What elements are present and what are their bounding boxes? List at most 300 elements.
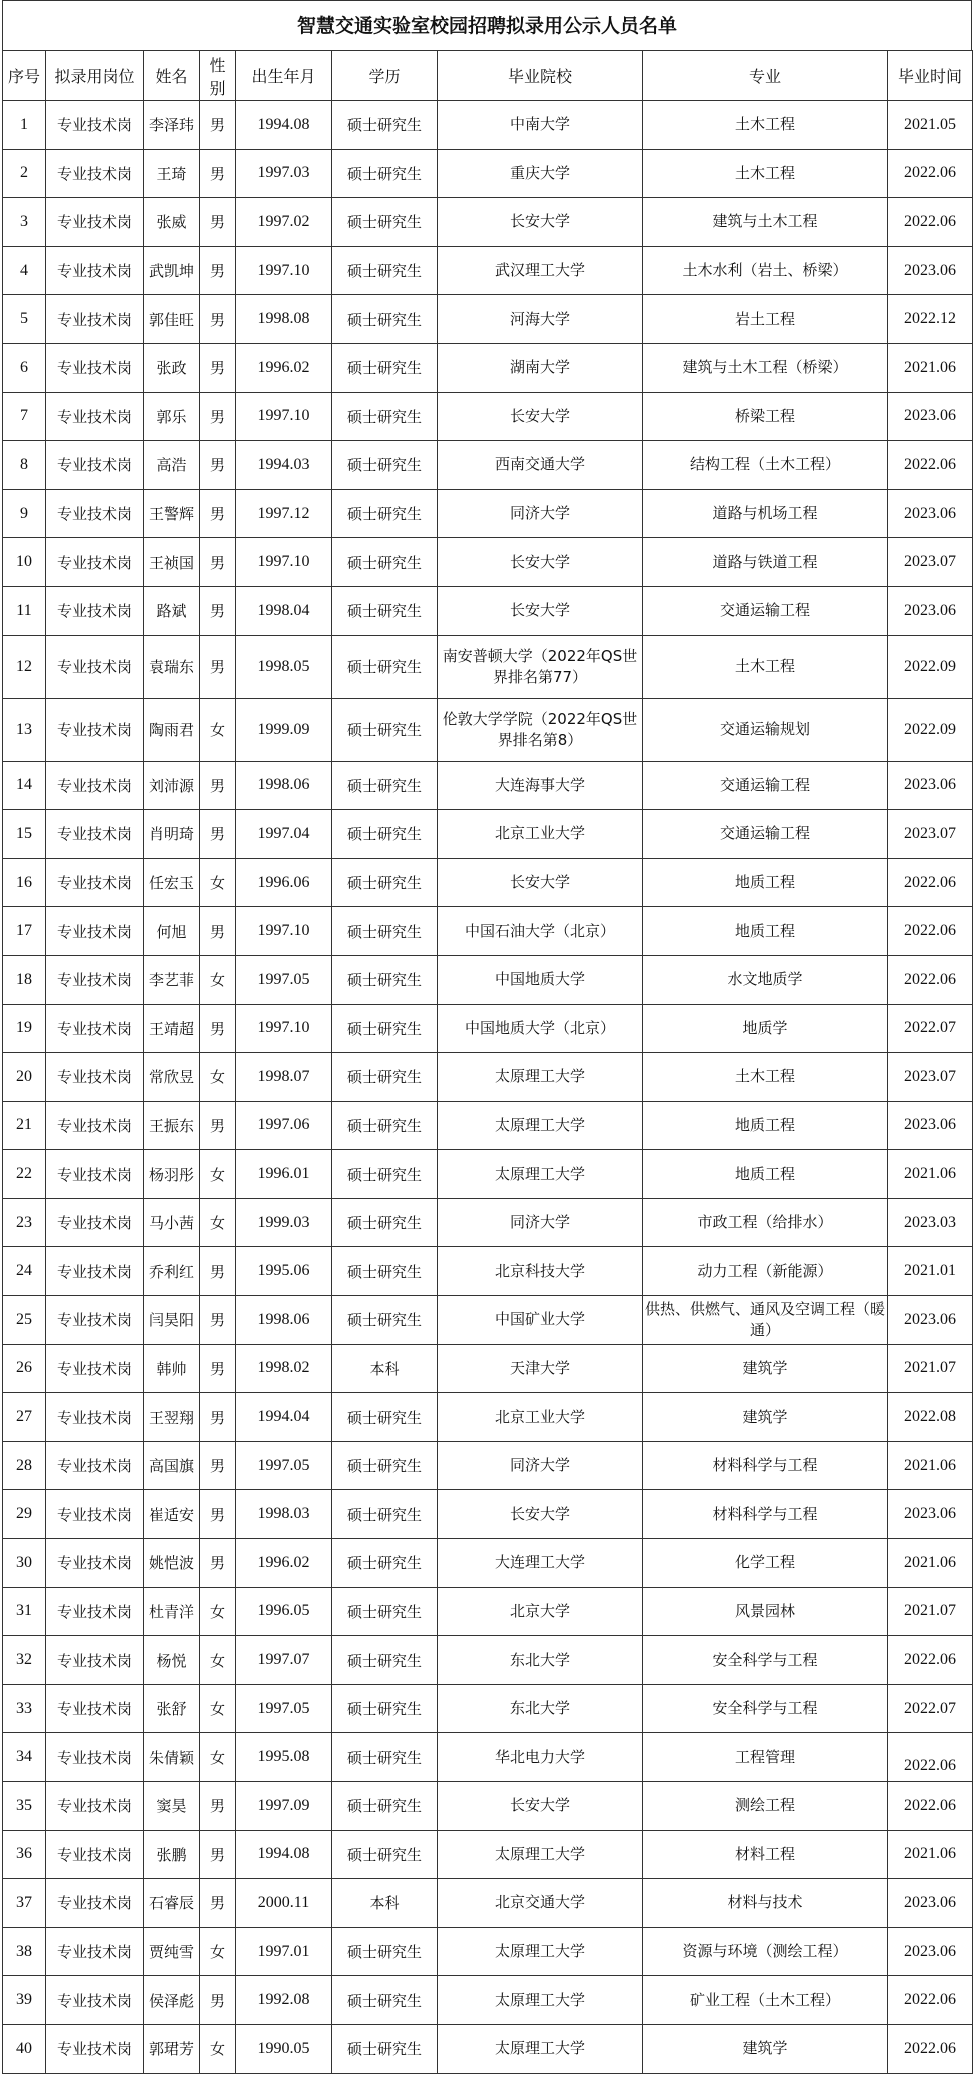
cell-gender: 女: [200, 1587, 236, 1636]
cell-graduation: 2022.06: [888, 1733, 973, 1782]
cell-no: 12: [3, 635, 46, 698]
cell-gender: 男: [200, 635, 236, 698]
cell-graduation: 2021.07: [888, 1344, 973, 1393]
cell-post: 专业技术岗: [46, 343, 144, 392]
table-row: [3, 1587, 973, 1636]
cell-gender: 女: [200, 1684, 236, 1733]
cell-gender: 男: [200, 441, 236, 490]
cell-name: 高国旗: [144, 1441, 200, 1490]
cell-name: 常欣昱: [144, 1053, 200, 1102]
cell-education: 硕士研究生: [332, 1490, 438, 1539]
cell-major: 材料科学与工程: [643, 1441, 888, 1490]
cell-birth: 1998.08: [236, 295, 332, 344]
cell-graduation: 2023.06: [888, 1296, 973, 1345]
cell-name: 窦昊: [144, 1782, 200, 1831]
cell-graduation: 2023.06: [888, 1927, 973, 1976]
cell-gender: 男: [200, 1247, 236, 1296]
cell-birth: 1996.02: [236, 343, 332, 392]
cell-graduation: 2023.06: [888, 586, 973, 635]
cell-birth: 2000.11: [236, 1879, 332, 1928]
table-row: [3, 1879, 973, 1928]
cell-no: 15: [3, 810, 46, 859]
cell-graduation: 2022.12: [888, 295, 973, 344]
cell-school: 南安普顿大学（2022年QS世界排名第77）: [438, 635, 643, 698]
cell-post: 专业技术岗: [46, 1830, 144, 1879]
cell-school: 长安大学: [438, 392, 643, 441]
cell-post: 专业技术岗: [46, 538, 144, 587]
cell-education: 硕士研究生: [332, 955, 438, 1004]
cell-graduation: 2022.08: [888, 1393, 973, 1442]
cell-school: 中南大学: [438, 101, 643, 150]
cell-education: 硕士研究生: [332, 761, 438, 810]
cell-gender: 男: [200, 810, 236, 859]
cell-gender: 女: [200, 955, 236, 1004]
cell-graduation: 2022.06: [888, 149, 973, 198]
cell-school: 伦敦大学学院（2022年QS世界排名第8）: [438, 698, 643, 761]
table-row: [3, 1733, 973, 1782]
table-row: [3, 489, 973, 538]
cell-graduation: 2022.06: [888, 1636, 973, 1685]
cell-gender: 男: [200, 1830, 236, 1879]
cell-school: 太原理工大学: [438, 1053, 643, 1102]
cell-major: 材料科学与工程: [643, 1490, 888, 1539]
cell-school: 东北大学: [438, 1636, 643, 1685]
table-row: [3, 1004, 973, 1053]
cell-name: 路斌: [144, 586, 200, 635]
cell-major: 土木工程: [643, 149, 888, 198]
cell-major: 地质工程: [643, 1101, 888, 1150]
cell-gender: 男: [200, 489, 236, 538]
cell-post: 专业技术岗: [46, 489, 144, 538]
header-post: 拟录用岗位: [46, 51, 144, 101]
cell-birth: 1994.04: [236, 1393, 332, 1442]
cell-name: 任宏玉: [144, 858, 200, 907]
cell-name: 杨悦: [144, 1636, 200, 1685]
cell-education: 硕士研究生: [332, 1733, 438, 1782]
cell-no: 5: [3, 295, 46, 344]
cell-post: 专业技术岗: [46, 1636, 144, 1685]
cell-post: 专业技术岗: [46, 1587, 144, 1636]
cell-name: 韩帅: [144, 1344, 200, 1393]
cell-graduation: 2021.07: [888, 1587, 973, 1636]
cell-gender: 男: [200, 1344, 236, 1393]
table-row: [3, 1344, 973, 1393]
cell-school: 河海大学: [438, 295, 643, 344]
cell-school: 北京大学: [438, 1587, 643, 1636]
cell-name: 肖明琦: [144, 810, 200, 859]
cell-gender: 女: [200, 1927, 236, 1976]
cell-post: 专业技术岗: [46, 1344, 144, 1393]
cell-major: 地质工程: [643, 858, 888, 907]
cell-post: 专业技术岗: [46, 1976, 144, 2025]
cell-name: 张舒: [144, 1684, 200, 1733]
table-row: [3, 1393, 973, 1442]
cell-post: 专业技术岗: [46, 1004, 144, 1053]
cell-gender: 男: [200, 907, 236, 956]
cell-birth: 1997.10: [236, 392, 332, 441]
cell-education: 硕士研究生: [332, 1441, 438, 1490]
cell-major: 建筑与土木工程: [643, 198, 888, 247]
cell-graduation: 2023.06: [888, 246, 973, 295]
cell-school: 北京科技大学: [438, 1247, 643, 1296]
cell-education: 硕士研究生: [332, 1684, 438, 1733]
cell-name: 陶雨君: [144, 698, 200, 761]
cell-no: 29: [3, 1490, 46, 1539]
cell-education: 硕士研究生: [332, 1782, 438, 1831]
cell-education: 硕士研究生: [332, 489, 438, 538]
cell-gender: 男: [200, 1539, 236, 1588]
cell-education: 硕士研究生: [332, 441, 438, 490]
table-row: [3, 761, 973, 810]
cell-education: 硕士研究生: [332, 907, 438, 956]
header-name: 姓名: [144, 51, 200, 101]
cell-school: 太原理工大学: [438, 1150, 643, 1199]
cell-education: 硕士研究生: [332, 101, 438, 150]
cell-school: 同济大学: [438, 1198, 643, 1247]
cell-education: 硕士研究生: [332, 1053, 438, 1102]
cell-post: 专业技术岗: [46, 907, 144, 956]
cell-no: 34: [3, 1733, 46, 1782]
cell-gender: 男: [200, 761, 236, 810]
cell-name: 姚恺波: [144, 1539, 200, 1588]
cell-name: 侯泽彪: [144, 1976, 200, 2025]
cell-post: 专业技术岗: [46, 955, 144, 1004]
cell-major: 化学工程: [643, 1539, 888, 1588]
cell-name: 武凯坤: [144, 246, 200, 295]
cell-birth: 1998.03: [236, 1490, 332, 1539]
cell-major: 建筑学: [643, 1393, 888, 1442]
cell-major: 交通运输工程: [643, 761, 888, 810]
cell-school: 长安大学: [438, 1490, 643, 1539]
cell-no: 1: [3, 101, 46, 150]
table-row: [3, 907, 973, 956]
cell-no: 28: [3, 1441, 46, 1490]
cell-no: 8: [3, 441, 46, 490]
header-birth: 出生年月: [236, 51, 332, 101]
cell-gender: 男: [200, 198, 236, 247]
table-row: [3, 586, 973, 635]
cell-no: 18: [3, 955, 46, 1004]
document-title: 智慧交通实验室校园招聘拟录用公示人员名单: [2, 0, 972, 50]
table-row: [3, 101, 973, 150]
cell-post: 专业技术岗: [46, 441, 144, 490]
cell-post: 专业技术岗: [46, 1684, 144, 1733]
cell-post: 专业技术岗: [46, 1879, 144, 1928]
cell-post: 专业技术岗: [46, 1393, 144, 1442]
table-row: [3, 1782, 973, 1831]
cell-gender: 男: [200, 1490, 236, 1539]
cell-graduation: 2023.06: [888, 761, 973, 810]
table-row: [3, 1927, 973, 1976]
cell-no: 13: [3, 698, 46, 761]
cell-post: 专业技术岗: [46, 1198, 144, 1247]
cell-birth: 1997.07: [236, 1636, 332, 1685]
cell-birth: 1997.05: [236, 1684, 332, 1733]
cell-no: 6: [3, 343, 46, 392]
cell-major: 动力工程（新能源）: [643, 1247, 888, 1296]
cell-birth: 1996.02: [236, 1539, 332, 1588]
cell-post: 专业技术岗: [46, 246, 144, 295]
cell-post: 专业技术岗: [46, 295, 144, 344]
cell-name: 乔利红: [144, 1247, 200, 1296]
cell-graduation: 2023.07: [888, 810, 973, 859]
cell-post: 专业技术岗: [46, 1782, 144, 1831]
cell-no: 30: [3, 1539, 46, 1588]
cell-school: 北京工业大学: [438, 1393, 643, 1442]
cell-graduation: 2023.03: [888, 1198, 973, 1247]
table-row: [3, 441, 973, 490]
cell-birth: 1997.10: [236, 1004, 332, 1053]
cell-post: 专业技术岗: [46, 1490, 144, 1539]
header-gender: 性别: [200, 51, 236, 101]
cell-graduation: 2022.06: [888, 1976, 973, 2025]
cell-gender: 男: [200, 1393, 236, 1442]
cell-education: 硕士研究生: [332, 1976, 438, 2025]
cell-no: 19: [3, 1004, 46, 1053]
cell-post: 专业技术岗: [46, 635, 144, 698]
cell-no: 9: [3, 489, 46, 538]
cell-name: 高浩: [144, 441, 200, 490]
cell-name: 王振东: [144, 1101, 200, 1150]
cell-birth: 1996.06: [236, 858, 332, 907]
cell-birth: 1998.04: [236, 586, 332, 635]
cell-school: 中国地质大学（北京）: [438, 1004, 643, 1053]
cell-major: 材料与技术: [643, 1879, 888, 1928]
cell-gender: 男: [200, 246, 236, 295]
table-row: [3, 1441, 973, 1490]
table-row: [3, 1101, 973, 1150]
cell-post: 专业技术岗: [46, 392, 144, 441]
cell-major: 风景园林: [643, 1587, 888, 1636]
cell-school: 武汉理工大学: [438, 246, 643, 295]
table-row: [3, 1976, 973, 2025]
cell-school: 长安大学: [438, 1782, 643, 1831]
cell-no: 25: [3, 1296, 46, 1345]
cell-education: 硕士研究生: [332, 149, 438, 198]
cell-school: 太原理工大学: [438, 1927, 643, 1976]
cell-gender: 男: [200, 149, 236, 198]
cell-post: 专业技术岗: [46, 1150, 144, 1199]
cell-name: 张鹏: [144, 1830, 200, 1879]
cell-gender: 男: [200, 343, 236, 392]
table-body: [3, 101, 973, 2074]
cell-education: 硕士研究生: [332, 198, 438, 247]
cell-major: 交通运输工程: [643, 586, 888, 635]
cell-education: 硕士研究生: [332, 1150, 438, 1199]
header-graduation: 毕业时间: [888, 51, 973, 101]
cell-education: 硕士研究生: [332, 1101, 438, 1150]
cell-name: 李泽玮: [144, 101, 200, 150]
cell-no: 24: [3, 1247, 46, 1296]
cell-birth: 1994.08: [236, 101, 332, 150]
cell-education: 硕士研究生: [332, 538, 438, 587]
cell-no: 35: [3, 1782, 46, 1831]
table-row: [3, 1296, 973, 1345]
cell-gender: 男: [200, 1101, 236, 1150]
cell-education: 硕士研究生: [332, 2024, 438, 2073]
cell-no: 4: [3, 246, 46, 295]
cell-graduation: 2023.06: [888, 392, 973, 441]
cell-major: 材料工程: [643, 1830, 888, 1879]
cell-major: 桥梁工程: [643, 392, 888, 441]
cell-post: 专业技术岗: [46, 586, 144, 635]
cell-name: 王琦: [144, 149, 200, 198]
cell-school: 中国矿业大学: [438, 1296, 643, 1345]
candidate-table: [2, 50, 973, 2074]
cell-education: 本科: [332, 1879, 438, 1928]
cell-no: 7: [3, 392, 46, 441]
cell-major: 供热、供燃气、通风及空调工程（暖通）: [643, 1296, 888, 1345]
cell-graduation: 2021.06: [888, 1539, 973, 1588]
cell-birth: 1999.03: [236, 1198, 332, 1247]
cell-no: 38: [3, 1927, 46, 1976]
table-row: [3, 1247, 973, 1296]
cell-gender: 男: [200, 1782, 236, 1831]
header-school: 毕业院校: [438, 51, 643, 101]
cell-name: 郭乐: [144, 392, 200, 441]
cell-education: 硕士研究生: [332, 1927, 438, 1976]
cell-school: 太原理工大学: [438, 1976, 643, 2025]
cell-school: 太原理工大学: [438, 2024, 643, 2073]
cell-school: 大连理工大学: [438, 1539, 643, 1588]
cell-graduation: 2023.06: [888, 1490, 973, 1539]
cell-birth: 1997.06: [236, 1101, 332, 1150]
cell-gender: 男: [200, 1296, 236, 1345]
cell-graduation: 2021.06: [888, 343, 973, 392]
cell-gender: 男: [200, 586, 236, 635]
table-row: [3, 295, 973, 344]
cell-major: 道路与铁道工程: [643, 538, 888, 587]
cell-no: 22: [3, 1150, 46, 1199]
cell-graduation: 2022.07: [888, 1004, 973, 1053]
cell-post: 专业技术岗: [46, 1539, 144, 1588]
cell-gender: 男: [200, 101, 236, 150]
cell-post: 专业技术岗: [46, 1296, 144, 1345]
cell-education: 硕士研究生: [332, 1830, 438, 1879]
cell-school: 华北电力大学: [438, 1733, 643, 1782]
cell-education: 硕士研究生: [332, 698, 438, 761]
cell-graduation: 2022.07: [888, 1684, 973, 1733]
cell-graduation: 2023.06: [888, 1101, 973, 1150]
cell-education: 硕士研究生: [332, 392, 438, 441]
cell-education: 硕士研究生: [332, 635, 438, 698]
cell-birth: 1996.05: [236, 1587, 332, 1636]
cell-gender: 女: [200, 1636, 236, 1685]
cell-birth: 1994.08: [236, 1830, 332, 1879]
cell-major: 工程管理: [643, 1733, 888, 1782]
cell-gender: 男: [200, 1004, 236, 1053]
cell-no: 33: [3, 1684, 46, 1733]
cell-name: 石睿辰: [144, 1879, 200, 1928]
table-row: [3, 149, 973, 198]
cell-no: 32: [3, 1636, 46, 1685]
cell-school: 长安大学: [438, 858, 643, 907]
cell-name: 袁瑞东: [144, 635, 200, 698]
table-row: [3, 1830, 973, 1879]
cell-school: 同济大学: [438, 489, 643, 538]
cell-school: 太原理工大学: [438, 1101, 643, 1150]
cell-name: 王翌翔: [144, 1393, 200, 1442]
cell-name: 闫昊阳: [144, 1296, 200, 1345]
header-no: 序号: [3, 51, 46, 101]
cell-birth: 1994.03: [236, 441, 332, 490]
cell-education: 硕士研究生: [332, 1004, 438, 1053]
cell-school: 湖南大学: [438, 343, 643, 392]
cell-name: 杨羽彤: [144, 1150, 200, 1199]
cell-major: 建筑学: [643, 1344, 888, 1393]
cell-no: 40: [3, 2024, 46, 2073]
table-header-row: [3, 51, 973, 101]
table-row: [3, 858, 973, 907]
cell-graduation: 2021.05: [888, 101, 973, 150]
cell-birth: 1998.06: [236, 1296, 332, 1345]
header-education: 学历: [332, 51, 438, 101]
table-row: [3, 198, 973, 247]
cell-major: 地质工程: [643, 1150, 888, 1199]
cell-birth: 1998.06: [236, 761, 332, 810]
document-sheet: [2, 0, 972, 2074]
cell-major: 市政工程（给排水）: [643, 1198, 888, 1247]
cell-school: 重庆大学: [438, 149, 643, 198]
cell-gender: 女: [200, 2024, 236, 2073]
cell-major: 安全科学与工程: [643, 1684, 888, 1733]
cell-education: 硕士研究生: [332, 858, 438, 907]
cell-birth: 1997.05: [236, 1441, 332, 1490]
cell-major: 地质工程: [643, 907, 888, 956]
cell-birth: 1998.02: [236, 1344, 332, 1393]
table-row: [3, 538, 973, 587]
cell-post: 专业技术岗: [46, 2024, 144, 2073]
cell-name: 朱倩颖: [144, 1733, 200, 1782]
cell-school: 大连海事大学: [438, 761, 643, 810]
cell-major: 结构工程（土木工程）: [643, 441, 888, 490]
cell-graduation: 2022.06: [888, 2024, 973, 2073]
cell-name: 何旭: [144, 907, 200, 956]
table-row: [3, 1490, 973, 1539]
cell-graduation: 2022.06: [888, 907, 973, 956]
cell-graduation: 2021.01: [888, 1247, 973, 1296]
cell-post: 专业技术岗: [46, 101, 144, 150]
cell-gender: 男: [200, 1441, 236, 1490]
cell-school: 中国地质大学: [438, 955, 643, 1004]
cell-gender: 女: [200, 1150, 236, 1199]
cell-school: 同济大学: [438, 1441, 643, 1490]
cell-no: 27: [3, 1393, 46, 1442]
cell-graduation: 2023.06: [888, 489, 973, 538]
cell-graduation: 2022.06: [888, 955, 973, 1004]
cell-graduation: 2021.06: [888, 1441, 973, 1490]
header-major: 专业: [643, 51, 888, 101]
cell-graduation: 2022.06: [888, 858, 973, 907]
cell-post: 专业技术岗: [46, 761, 144, 810]
cell-birth: 1992.08: [236, 1976, 332, 2025]
cell-school: 长安大学: [438, 538, 643, 587]
cell-no: 2: [3, 149, 46, 198]
cell-major: 测绘工程: [643, 1782, 888, 1831]
cell-name: 张威: [144, 198, 200, 247]
cell-education: 硕士研究生: [332, 1247, 438, 1296]
table-row: [3, 1150, 973, 1199]
cell-birth: 1997.10: [236, 246, 332, 295]
table-row: [3, 955, 973, 1004]
cell-major: 资源与环境（测绘工程）: [643, 1927, 888, 1976]
cell-major: 岩土工程: [643, 295, 888, 344]
cell-major: 地质学: [643, 1004, 888, 1053]
cell-birth: 1996.01: [236, 1150, 332, 1199]
cell-birth: 1997.10: [236, 538, 332, 587]
cell-gender: 男: [200, 1879, 236, 1928]
cell-major: 水文地质学: [643, 955, 888, 1004]
